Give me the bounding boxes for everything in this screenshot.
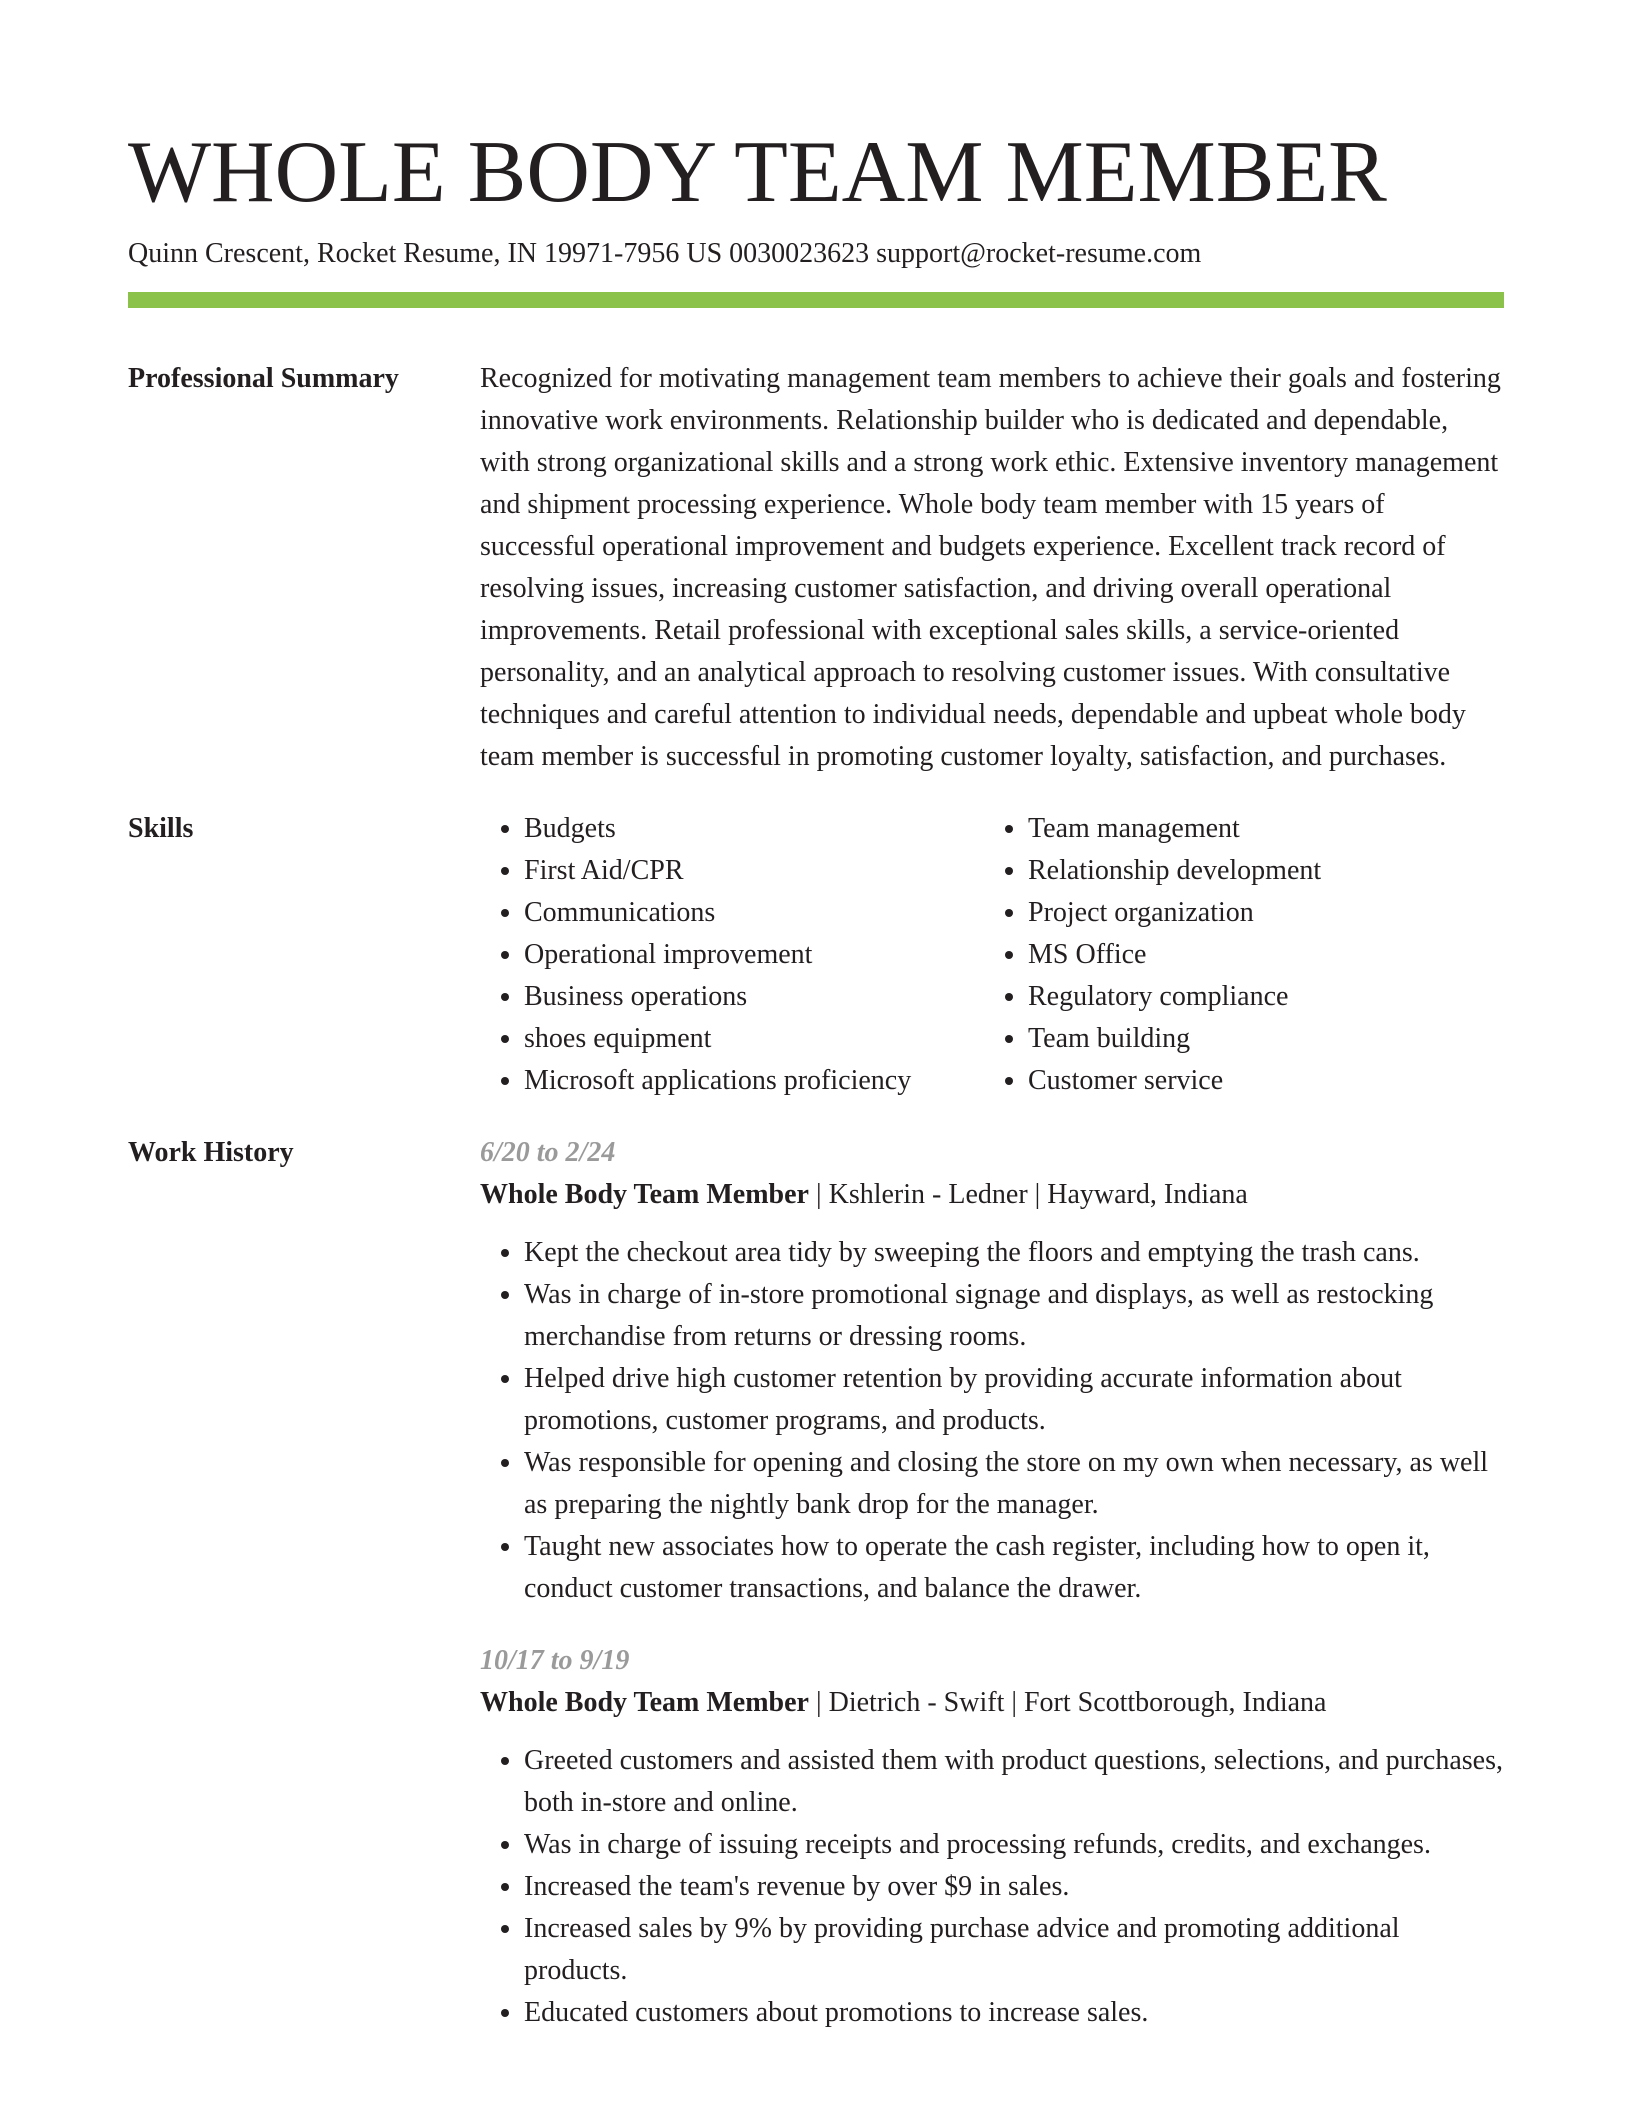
job-title: Whole Body Team Member <box>480 1687 809 1718</box>
skill-item: • First Aid/CPR <box>524 850 984 892</box>
job-bullets <box>480 1740 1504 2034</box>
job-title-line <box>480 1682 1504 1724</box>
skill-item: • Operational improvement <box>524 934 984 976</box>
job-employer-location: | Dietrich - Swift | Fort Scottborough, Indiana <box>809 1687 1327 1718</box>
skill-item: • Business operations <box>524 976 984 1018</box>
job-title-line <box>480 1174 1504 1216</box>
job-entry <box>480 1640 1504 2034</box>
job-bullet: • Increased sales by 9% by providing purchase advice and promoting additional products. <box>524 1908 1504 1992</box>
job-bullet: • Kept the checkout area tidy by sweeping the floors and emptying the trash cans. <box>524 1232 1504 1274</box>
skill-item: • Budgets <box>524 808 984 850</box>
job-bullet: • Was in charge of issuing receipts and processing refunds, credits, and exchanges. <box>524 1824 1504 1866</box>
skills-columns <box>480 808 1504 1102</box>
skills-list-right <box>984 808 1488 1102</box>
skill-item: • Relationship development <box>1028 850 1488 892</box>
job-bullet: • Was in charge of in-store promotional signage and displays, as well as restocking merchandise from returns or dressing rooms. <box>524 1274 1504 1358</box>
job-bullet: • Was responsible for opening and closing the store on my own when necessary, as well as preparing the nightly bank drop for the manager. <box>524 1442 1504 1526</box>
job-title: Whole Body Team Member <box>480 1179 809 1210</box>
job-dates: 6/20 to 2/24 <box>480 1137 616 1168</box>
job-bullet: • Taught new associates how to operate the cash register, including how to open it, conduct customer transactions, and balance the drawer. <box>524 1526 1504 1610</box>
job-dates: 10/17 to 9/19 <box>480 1645 630 1676</box>
work-history-body <box>480 1132 1504 2034</box>
contact-line: Quinn Crescent, Rocket Resume, IN 19971-7956 US 0030023623 support@rocket-resume.com <box>128 238 1202 269</box>
summary-label: Professional Summary <box>128 363 399 394</box>
job-bullet: • Helped drive high customer retention by providing accurate information about promotions, customer programs, and products. <box>524 1358 1504 1442</box>
skills-list-left <box>480 808 984 1102</box>
job-bullets <box>480 1232 1504 1610</box>
skill-item: • Customer service <box>1028 1060 1488 1102</box>
skill-item: • MS Office <box>1028 934 1488 976</box>
skill-item: • Communications <box>524 892 984 934</box>
header-divider <box>128 292 1504 308</box>
skill-item: • Team management <box>1028 808 1488 850</box>
summary-section <box>128 358 1504 778</box>
skill-item: • shoes equipment <box>524 1018 984 1060</box>
job-bullet: • Increased the team's revenue by over $9 in sales. <box>524 1866 1504 1908</box>
job-employer-location: | Kshlerin - Ledner | Hayward, Indiana <box>809 1179 1248 1210</box>
skills-section <box>128 808 1504 1102</box>
summary-text: Recognized for motivating management team members to achieve their goals and fostering innovative work environments. Relationship builder who is dedicated and dependable, with strong organizational skills and a strong work ethic. Extensive inventory management and shipment processing experience. Whole body team member with 15 years of successful operational improvement and budgets experience. Excellent track record of resolving issues, increasing customer satisfaction, and driving overall operational improvements. Retail professional with exceptional sales skills, a service-oriented personality, and an analytical approach to resolving customer issues. With consultative techniques and careful attention to individual needs, dependable and upbeat whole body team member is successful in promoting customer loyalty, satisfaction, and purchases. <box>480 363 1501 772</box>
job-bullet: • Educated customers about promotions to increase sales. <box>524 1992 1504 2034</box>
skill-item: • Microsoft applications proficiency <box>524 1060 984 1102</box>
job-entry <box>480 1132 1504 1610</box>
skill-item: • Regulatory compliance <box>1028 976 1488 1018</box>
skill-item: • Team building <box>1028 1018 1488 1060</box>
resume-name-heading: WHOLE BODY TEAM MEMBER <box>128 124 1387 221</box>
job-bullet: • Greeted customers and assisted them with product questions, selections, and purchases, both in-store and online. <box>524 1740 1504 1824</box>
work-history-section <box>128 1132 1504 2034</box>
skill-item: • Project organization <box>1028 892 1488 934</box>
skills-label: Skills <box>128 813 194 844</box>
work-history-label: Work History <box>128 1137 294 1168</box>
